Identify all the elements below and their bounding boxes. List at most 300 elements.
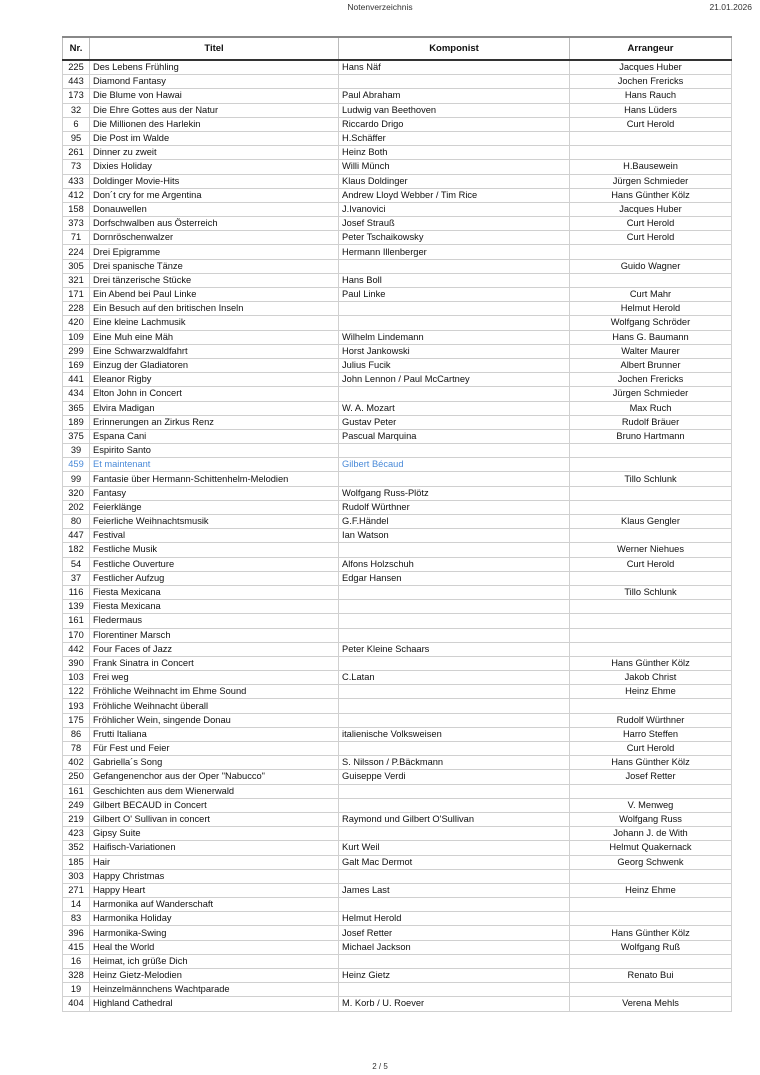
cell-komponist: James Last <box>339 883 570 897</box>
cell-nr: 173 <box>63 89 90 103</box>
cell-arrangeur: Jochen Frericks <box>570 75 732 89</box>
cell-arrangeur <box>570 628 732 642</box>
cell-arrangeur <box>570 131 732 145</box>
cell-komponist: italienische Volksweisen <box>339 727 570 741</box>
cell-nr: 78 <box>63 742 90 756</box>
cell-komponist: Wilhelm Lindemann <box>339 330 570 344</box>
cell-titel: Donauwellen <box>90 202 339 216</box>
table-row <box>63 770 732 784</box>
cell-komponist <box>339 614 570 628</box>
table-row <box>63 529 732 543</box>
cell-nr: 103 <box>63 671 90 685</box>
cell-titel: Feierliche Weihnachtsmusik <box>90 515 339 529</box>
table-row <box>63 60 732 75</box>
cell-nr: 158 <box>63 202 90 216</box>
table-row <box>63 827 732 841</box>
cell-titel: Fantasie über Hermann-Schittenhelm-Melodien <box>90 472 339 486</box>
cell-titel: Festliche Musik <box>90 543 339 557</box>
cell-komponist <box>339 259 570 273</box>
cell-arrangeur: Walter Maurer <box>570 344 732 358</box>
cell-arrangeur: Wolfgang Russ <box>570 812 732 826</box>
cell-nr: 175 <box>63 713 90 727</box>
header-row <box>63 37 732 60</box>
cell-komponist: Guiseppe Verdi <box>339 770 570 784</box>
cell-komponist <box>339 869 570 883</box>
table-row <box>63 883 732 897</box>
table-row <box>63 671 732 685</box>
cell-titel: Erinnerungen an Zirkus Renz <box>90 415 339 429</box>
cell-komponist <box>339 898 570 912</box>
table-row <box>63 259 732 273</box>
cell-komponist: Riccardo Drigo <box>339 117 570 131</box>
cell-komponist: Hermann Illenberger <box>339 245 570 259</box>
cell-nr: 321 <box>63 273 90 287</box>
cell-titel: Des Lebens Frühling <box>90 60 339 75</box>
cell-komponist: Michael Jackson <box>339 940 570 954</box>
cell-nr: 303 <box>63 869 90 883</box>
cell-titel: Et maintenant <box>90 458 339 472</box>
cell-nr: 375 <box>63 429 90 443</box>
cell-nr: 365 <box>63 401 90 415</box>
table-row <box>63 131 732 145</box>
cell-nr: 415 <box>63 940 90 954</box>
cell-arrangeur <box>570 273 732 287</box>
table-row <box>63 472 732 486</box>
cell-arrangeur: Rudolf Würthner <box>570 713 732 727</box>
cell-komponist: Julius Fucik <box>339 358 570 372</box>
cell-komponist: Ludwig van Beethoven <box>339 103 570 117</box>
cell-komponist <box>339 302 570 316</box>
cell-arrangeur: Jacques Huber <box>570 60 732 75</box>
cell-arrangeur: Curt Herold <box>570 557 732 571</box>
cell-titel: Einzug der Gladiatoren <box>90 358 339 372</box>
cell-arrangeur <box>570 912 732 926</box>
cell-arrangeur: Georg Schwenk <box>570 855 732 869</box>
cell-arrangeur: Werner Niehues <box>570 543 732 557</box>
cell-nr: 170 <box>63 628 90 642</box>
cell-komponist <box>339 798 570 812</box>
table-row <box>63 940 732 954</box>
table-row <box>63 458 732 472</box>
table-row <box>63 614 732 628</box>
cell-arrangeur: Bruno Hartmann <box>570 429 732 443</box>
cell-nr: 122 <box>63 685 90 699</box>
cell-komponist: Helmut Herold <box>339 912 570 926</box>
cell-arrangeur <box>570 954 732 968</box>
cell-titel: Dorfschwalben aus Österreich <box>90 217 339 231</box>
cell-nr: 434 <box>63 387 90 401</box>
table-row <box>63 273 732 287</box>
cell-nr: 250 <box>63 770 90 784</box>
table-row <box>63 656 732 670</box>
table-row <box>63 628 732 642</box>
cell-titel: Ein Besuch auf den britischen Inseln <box>90 302 339 316</box>
cell-nr: 261 <box>63 146 90 160</box>
cell-arrangeur <box>570 146 732 160</box>
table-row <box>63 713 732 727</box>
table-row <box>63 515 732 529</box>
table-row <box>63 997 732 1011</box>
cell-komponist <box>339 600 570 614</box>
cell-nr: 443 <box>63 75 90 89</box>
cell-titel: Gilbert O' Sullivan in concert <box>90 812 339 826</box>
cell-komponist: S. Nilsson / P.Bäckmann <box>339 756 570 770</box>
cell-komponist: Willi Münch <box>339 160 570 174</box>
cell-nr: 352 <box>63 841 90 855</box>
cell-komponist: Pascual Marquina <box>339 429 570 443</box>
cell-titel: Heal the World <box>90 940 339 954</box>
cell-arrangeur: V. Menweg <box>570 798 732 812</box>
cell-arrangeur: Jürgen Schmieder <box>570 387 732 401</box>
cell-arrangeur: Helmut Quakernack <box>570 841 732 855</box>
table-row <box>63 160 732 174</box>
cell-arrangeur: Max Ruch <box>570 401 732 415</box>
table-row <box>63 387 732 401</box>
cell-nr: 402 <box>63 756 90 770</box>
table-row <box>63 188 732 202</box>
cell-komponist <box>339 75 570 89</box>
cell-nr: 271 <box>63 883 90 897</box>
table-row <box>63 812 732 826</box>
cell-komponist <box>339 387 570 401</box>
cell-arrangeur: Hans Günther Kölz <box>570 926 732 940</box>
cell-arrangeur: Johann J. de With <box>570 827 732 841</box>
cell-arrangeur <box>570 614 732 628</box>
cell-komponist: C.Latan <box>339 671 570 685</box>
cell-arrangeur: Hans G. Baumann <box>570 330 732 344</box>
cell-titel: Eleanor Rigby <box>90 373 339 387</box>
cell-komponist <box>339 699 570 713</box>
cell-komponist: Gilbert Bécaud <box>339 458 570 472</box>
cell-nr: 161 <box>63 614 90 628</box>
table-row <box>63 742 732 756</box>
cell-titel: Für Fest und Feier <box>90 742 339 756</box>
table-row <box>63 557 732 571</box>
table-row <box>63 543 732 557</box>
cell-titel: Die Post im Walde <box>90 131 339 145</box>
table-row <box>63 954 732 968</box>
cell-komponist: Josef Retter <box>339 926 570 940</box>
cell-titel: Fiesta Mexicana <box>90 585 339 599</box>
cell-komponist <box>339 472 570 486</box>
cell-komponist <box>339 656 570 670</box>
table-row <box>63 926 732 940</box>
cell-arrangeur: Rudolf Bräuer <box>570 415 732 429</box>
table-row <box>63 642 732 656</box>
cell-arrangeur: Helmut Herold <box>570 302 732 316</box>
cell-nr: 219 <box>63 812 90 826</box>
cell-arrangeur: Curt Herold <box>570 217 732 231</box>
cell-komponist: Gustav Peter <box>339 415 570 429</box>
cell-arrangeur: Wolfgang Ruß <box>570 940 732 954</box>
cell-nr: 54 <box>63 557 90 571</box>
table-row <box>63 217 732 231</box>
cell-titel: Gefangenenchor aus der Oper "Nabucco" <box>90 770 339 784</box>
cell-nr: 99 <box>63 472 90 486</box>
cell-komponist: Galt Mac Dermot <box>339 855 570 869</box>
cell-nr: 404 <box>63 997 90 1011</box>
cell-nr: 193 <box>63 699 90 713</box>
cell-titel: Fröhliche Weihnacht überall <box>90 699 339 713</box>
cell-nr: 185 <box>63 855 90 869</box>
cell-nr: 116 <box>63 585 90 599</box>
cell-komponist: Paul Linke <box>339 288 570 302</box>
table-row <box>63 600 732 614</box>
table-header <box>63 37 732 60</box>
cell-nr: 373 <box>63 217 90 231</box>
table-body <box>63 60 732 1011</box>
cell-nr: 224 <box>63 245 90 259</box>
table-row <box>63 415 732 429</box>
cell-arrangeur <box>570 245 732 259</box>
cell-nr: 71 <box>63 231 90 245</box>
cell-titel: Festlicher Aufzug <box>90 571 339 585</box>
cell-komponist: Rudolf Würthner <box>339 500 570 514</box>
cell-komponist: Ian Watson <box>339 529 570 543</box>
cell-komponist: Horst Jankowski <box>339 344 570 358</box>
table-row <box>63 75 732 89</box>
cell-titel: Happy Christmas <box>90 869 339 883</box>
cell-arrangeur: Hans Rauch <box>570 89 732 103</box>
cell-titel: Ein Abend bei Paul Linke <box>90 288 339 302</box>
cell-komponist: G.F.Händel <box>339 515 570 529</box>
cell-titel: Harmonika auf Wanderschaft <box>90 898 339 912</box>
cell-arrangeur: Klaus Gengler <box>570 515 732 529</box>
cell-titel: Fantasy <box>90 486 339 500</box>
cell-arrangeur: Jochen Frericks <box>570 373 732 387</box>
cell-arrangeur: Harro Steffen <box>570 727 732 741</box>
cell-titel: Dornröschenwalzer <box>90 231 339 245</box>
cell-komponist: Hans Boll <box>339 273 570 287</box>
cell-komponist <box>339 685 570 699</box>
cell-nr: 441 <box>63 373 90 387</box>
cell-titel: Haifisch-Variationen <box>90 841 339 855</box>
cell-komponist: John Lennon / Paul McCartney <box>339 373 570 387</box>
cell-titel: Drei spanische Tänze <box>90 259 339 273</box>
table-row <box>63 302 732 316</box>
cell-komponist <box>339 983 570 997</box>
table-row <box>63 344 732 358</box>
cell-nr: 459 <box>63 458 90 472</box>
cell-nr: 390 <box>63 656 90 670</box>
table-row <box>63 756 732 770</box>
cell-titel: Diamond Fantasy <box>90 75 339 89</box>
cell-nr: 80 <box>63 515 90 529</box>
cell-komponist: J.Ivanovici <box>339 202 570 216</box>
cell-komponist: M. Korb / U. Roever <box>339 997 570 1011</box>
cell-nr: 189 <box>63 415 90 429</box>
cell-nr: 442 <box>63 642 90 656</box>
cell-nr: 305 <box>63 259 90 273</box>
cell-komponist <box>339 585 570 599</box>
table-row <box>63 585 732 599</box>
cell-arrangeur: Verena Mehls <box>570 997 732 1011</box>
cell-arrangeur: Curt Mahr <box>570 288 732 302</box>
cell-titel: Frei weg <box>90 671 339 685</box>
cell-arrangeur: H.Bausewein <box>570 160 732 174</box>
cell-nr: 161 <box>63 784 90 798</box>
cell-arrangeur <box>570 784 732 798</box>
cell-nr: 19 <box>63 983 90 997</box>
cell-nr: 249 <box>63 798 90 812</box>
cell-arrangeur: Curt Herold <box>570 231 732 245</box>
cell-nr: 225 <box>63 60 90 75</box>
cell-nr: 6 <box>63 117 90 131</box>
cell-nr: 328 <box>63 969 90 983</box>
cell-arrangeur: Hans Lüders <box>570 103 732 117</box>
cell-titel: Die Millionen des Harlekin <box>90 117 339 131</box>
table-row <box>63 898 732 912</box>
cell-nr: 447 <box>63 529 90 543</box>
cell-arrangeur <box>570 600 732 614</box>
table-row <box>63 983 732 997</box>
table-row <box>63 231 732 245</box>
document-title: Notenverzeichnis <box>347 2 413 12</box>
page-number: 2 / 5 <box>372 1062 388 1071</box>
cell-komponist <box>339 742 570 756</box>
cell-nr: 86 <box>63 727 90 741</box>
table-row <box>63 316 732 330</box>
table-row <box>63 330 732 344</box>
cell-titel: Frank Sinatra in Concert <box>90 656 339 670</box>
cell-komponist <box>339 543 570 557</box>
cell-nr: 171 <box>63 288 90 302</box>
table-row <box>63 869 732 883</box>
cell-arrangeur: Heinz Ehme <box>570 685 732 699</box>
column-header-titel: Titel <box>90 37 339 60</box>
cell-nr: 109 <box>63 330 90 344</box>
table-row <box>63 103 732 117</box>
cell-arrangeur <box>570 869 732 883</box>
cell-arrangeur <box>570 500 732 514</box>
cell-titel: Die Blume von Hawai <box>90 89 339 103</box>
cell-arrangeur: Renato Bui <box>570 969 732 983</box>
cell-komponist <box>339 444 570 458</box>
cell-komponist: Alfons Holzschuh <box>339 557 570 571</box>
column-header-arrangeur: Arrangeur <box>570 37 732 60</box>
cell-titel: Geschichten aus dem Wienerwald <box>90 784 339 798</box>
cell-titel: Fiesta Mexicana <box>90 600 339 614</box>
cell-arrangeur <box>570 699 732 713</box>
cell-arrangeur: Tillo Schlunk <box>570 585 732 599</box>
table-row <box>63 444 732 458</box>
cell-komponist: Paul Abraham <box>339 89 570 103</box>
cell-titel: Eine Muh eine Mäh <box>90 330 339 344</box>
cell-titel: Elvira Madigan <box>90 401 339 415</box>
cell-nr: 169 <box>63 358 90 372</box>
cell-nr: 396 <box>63 926 90 940</box>
cell-titel: Happy Heart <box>90 883 339 897</box>
cell-arrangeur: Josef Retter <box>570 770 732 784</box>
cell-arrangeur: Curt Herold <box>570 117 732 131</box>
cell-nr: 182 <box>63 543 90 557</box>
cell-nr: 37 <box>63 571 90 585</box>
cell-arrangeur <box>570 486 732 500</box>
cell-nr: 420 <box>63 316 90 330</box>
table-row <box>63 117 732 131</box>
table-row <box>63 784 732 798</box>
cell-komponist <box>339 713 570 727</box>
cell-nr: 228 <box>63 302 90 316</box>
cell-nr: 32 <box>63 103 90 117</box>
cell-nr: 320 <box>63 486 90 500</box>
cell-nr: 433 <box>63 174 90 188</box>
table-row <box>63 912 732 926</box>
table-row <box>63 401 732 415</box>
cell-komponist: Heinz Gietz <box>339 969 570 983</box>
cell-nr: 299 <box>63 344 90 358</box>
cell-arrangeur <box>570 458 732 472</box>
cell-komponist: Andrew Lloyd Webber / Tim Rice <box>339 188 570 202</box>
cell-arrangeur: Tillo Schlunk <box>570 472 732 486</box>
cell-titel: Doldinger Movie-Hits <box>90 174 339 188</box>
cell-titel: Fröhlicher Wein, singende Donau <box>90 713 339 727</box>
cell-komponist: Heinz Both <box>339 146 570 160</box>
cell-titel: Heimat, ich grüße Dich <box>90 954 339 968</box>
table-row <box>63 798 732 812</box>
cell-nr: 39 <box>63 444 90 458</box>
table-row <box>63 288 732 302</box>
cell-arrangeur <box>570 444 732 458</box>
cell-nr: 16 <box>63 954 90 968</box>
cell-titel: Festliche Ouverture <box>90 557 339 571</box>
cell-arrangeur: Wolfgang Schröder <box>570 316 732 330</box>
table-row <box>63 358 732 372</box>
cell-titel: Fröhliche Weihnacht im Ehme Sound <box>90 685 339 699</box>
document-date: 21.01.2026 <box>709 2 752 12</box>
table-row <box>63 429 732 443</box>
cell-titel: Festival <box>90 529 339 543</box>
table-row <box>63 146 732 160</box>
cell-arrangeur: Jürgen Schmieder <box>570 174 732 188</box>
cell-komponist <box>339 316 570 330</box>
cell-titel: Gilbert BECAUD in Concert <box>90 798 339 812</box>
cell-komponist: Raymond und Gilbert O'Sullivan <box>339 812 570 826</box>
cell-komponist: W. A. Mozart <box>339 401 570 415</box>
cell-arrangeur <box>570 898 732 912</box>
cell-titel: Dixies Holiday <box>90 160 339 174</box>
cell-arrangeur: Guido Wagner <box>570 259 732 273</box>
cell-arrangeur <box>570 571 732 585</box>
table-row <box>63 174 732 188</box>
cell-nr: 423 <box>63 827 90 841</box>
table-row <box>63 89 732 103</box>
cell-nr: 83 <box>63 912 90 926</box>
cell-komponist: H.Schäffer <box>339 131 570 145</box>
cell-komponist: Hans Näf <box>339 60 570 75</box>
cell-titel: Drei Epigramme <box>90 245 339 259</box>
cell-titel: Heinzelmännchens Wachtparade <box>90 983 339 997</box>
table-row <box>63 699 732 713</box>
cell-arrangeur: Jacques Huber <box>570 202 732 216</box>
table-row <box>63 373 732 387</box>
cell-arrangeur <box>570 529 732 543</box>
cell-titel: Hair <box>90 855 339 869</box>
cell-arrangeur: Jakob Christ <box>570 671 732 685</box>
cell-arrangeur: Curt Herold <box>570 742 732 756</box>
cell-titel: Dinner zu zweit <box>90 146 339 160</box>
column-header-komponist: Komponist <box>339 37 570 60</box>
cell-titel: Don´t cry for me Argentina <box>90 188 339 202</box>
table-row <box>63 571 732 585</box>
cell-titel: Gabriella´s Song <box>90 756 339 770</box>
cell-titel: Heinz Gietz-Melodien <box>90 969 339 983</box>
column-header-nr: Nr. <box>63 37 90 60</box>
cell-arrangeur: Hans Günther Kölz <box>570 188 732 202</box>
cell-titel: Espirito Santo <box>90 444 339 458</box>
cell-arrangeur: Hans Günther Kölz <box>570 656 732 670</box>
cell-nr: 14 <box>63 898 90 912</box>
